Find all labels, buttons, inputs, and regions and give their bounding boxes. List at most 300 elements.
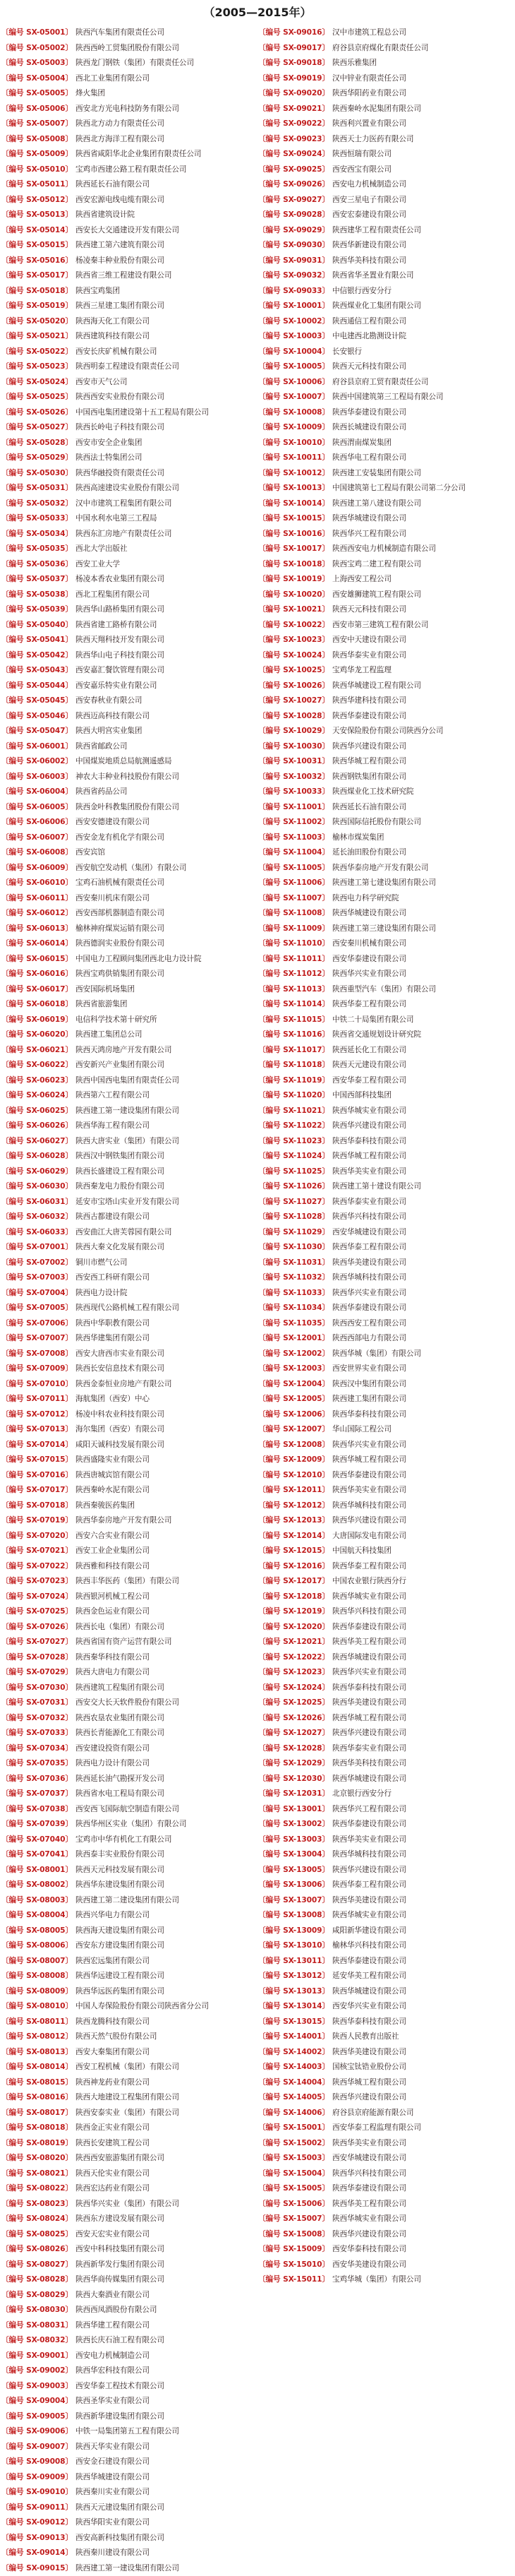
entry-code: 〔编号 SX-13010〕 (258, 1941, 329, 1950)
entry-code: 〔编号 SX-10007〕 (258, 393, 329, 401)
entry-code: 〔编号 SX-09028〕 (258, 210, 329, 219)
entry-company-name: 陕西长安建筑工程公司 (75, 2139, 150, 2147)
entry-company-name: 延安市宝塔山实业开发有限公司 (75, 1198, 179, 1206)
entry-code: 〔编号 SX-11013〕 (258, 985, 329, 994)
entry-code: 〔编号 SX-05012〕 (1, 196, 73, 204)
entry-company-name: 陕西华宏科技有限公司 (75, 2366, 150, 2375)
entry-company-name: 陕西华远建设工程有限公司 (75, 1972, 164, 1980)
entry-code: 〔编号 SX-10031〕 (258, 757, 329, 765)
entry-company-name: 西安高新科技集团有限公司 (75, 2534, 164, 2542)
list-item (1, 1073, 259, 1089)
entry-code: 〔编号 SX-08025〕 (1, 2230, 73, 2238)
entry-company-name: 陕西大秦酒业有限公司 (75, 2291, 150, 2299)
entry-company-name: 陕西华兴科技有限公司 (332, 1212, 406, 1221)
entry-code: 〔编号 SX-12030〕 (258, 1775, 329, 1783)
entry-company-name: 西安嘉汇餐饮管理有限公司 (75, 666, 164, 674)
list-item (1, 86, 259, 102)
entry-code: 〔编号 SX-07040〕 (1, 1835, 73, 1844)
entry-company-name: 陕西乐雅集团 (332, 59, 377, 67)
list-item (1, 754, 259, 770)
entry-company-name: 大唐国际发电有限公司 (332, 1532, 406, 1540)
entry-company-name: 陕西华兴建设有限公司 (332, 1516, 406, 1525)
entry-code: 〔编号 SX-08007〕 (1, 1957, 73, 1965)
entry-code: 〔编号 SX-10030〕 (258, 742, 329, 751)
entry-company-name: 陕西华城工程有限公司 (332, 1152, 406, 1160)
entry-company-name: 陕西西部电力有限公司 (332, 1334, 406, 1342)
list-item (1, 1286, 259, 1301)
entry-company-name: 陕西华美实业有限公司 (332, 1835, 406, 1844)
entry-company-name: 榆林市煤炭集团 (332, 833, 384, 842)
entry-company-name: 陕西华城建设有限公司 (75, 2473, 150, 2481)
entry-code: 〔编号 SX-11018〕 (258, 1061, 329, 1069)
list-item (258, 891, 515, 907)
entry-company-name: 杨凌秦丰种业股份有限公司 (75, 256, 164, 265)
entry-company-name: 烽火集团 (75, 89, 105, 97)
entry-company-name: 西安大秦集团有限公司 (75, 2048, 150, 2056)
entry-company-name: 陕西华兴工程有限公司 (332, 530, 406, 538)
entry-company-name: 陕西华远医药集团有限公司 (75, 1987, 164, 1996)
entry-company-name: 陕西电力设计院 (75, 1289, 127, 1297)
entry-code: 〔编号 SX-06003〕 (1, 773, 73, 781)
list-item (1, 1331, 259, 1347)
entry-company-name: 陕西华兴建设有限公司 (332, 1729, 406, 1737)
entry-code: 〔编号 SX-12026〕 (258, 1714, 329, 1722)
list-item (258, 25, 515, 41)
list-item (1, 2015, 259, 2030)
entry-code: 〔编号 SX-06001〕 (1, 742, 73, 751)
entry-company-name: 陕西长盛建设工程有限公司 (75, 1167, 164, 1176)
list-item (258, 1863, 515, 1878)
entry-code: 〔编号 SX-09029〕 (258, 226, 329, 234)
entry-company-name: 陕西华美工程有限公司 (332, 2200, 406, 2208)
list-item (1, 2546, 259, 2561)
entry-company-name: 中国西部科技集团 (332, 1091, 392, 1099)
list-item (1, 861, 259, 876)
entry-code: 〔编号 SX-08006〕 (1, 1941, 73, 1950)
entry-code: 〔编号 SX-09023〕 (258, 135, 329, 143)
entry-company-name: 陕西长岭电子科技有限公司 (75, 423, 164, 431)
entry-company-name: 西北大学出版社 (75, 544, 127, 553)
entry-company-name: 陕西建华工程有限责任公司 (332, 226, 421, 234)
list-item (1, 1301, 259, 1316)
entry-code: 〔编号 SX-13001〕 (258, 1805, 329, 1813)
list-item (1, 602, 259, 618)
entry-company-name: 陕西省药品公司 (75, 787, 127, 796)
list-item (258, 1453, 515, 1468)
list-item (1, 223, 259, 239)
list-item (1, 1635, 259, 1650)
entry-code: 〔编号 SX-11031〕 (258, 1258, 329, 1267)
list-item (1, 1756, 259, 1772)
entry-company-name: 陕西天翔科技开发有限公司 (75, 636, 164, 644)
list-item (1, 1422, 259, 1438)
entry-code: 〔编号 SX-14004〕 (258, 2078, 329, 2087)
entry-code: 〔编号 SX-06005〕 (1, 803, 73, 811)
entry-code: 〔编号 SX-05016〕 (1, 256, 73, 265)
entry-company-name: 西安华泰建设有限公司 (332, 955, 406, 963)
entry-company-name: 陕西华兴实业（集团）有限公司 (75, 2200, 179, 2208)
list-item (258, 633, 515, 648)
list-item (258, 922, 515, 937)
entry-code: 〔编号 SX-06017〕 (1, 985, 73, 994)
list-item (258, 2060, 515, 2075)
entry-company-name: 陕西建工第一建设集团有限公司 (75, 2564, 179, 2572)
entry-company-name: 西安交大长天软件股份有限公司 (75, 1698, 179, 1707)
entry-company-name: 陕西长安信息技术有限公司 (75, 1364, 164, 1373)
entry-company-name: 铜川市燃气公司 (75, 1258, 127, 1267)
entry-company-name: 陕西海天建设集团有限公司 (75, 1926, 164, 1935)
list-item (1, 1924, 259, 1939)
page-title: （2005—2015年） (0, 3, 515, 23)
list-item (258, 724, 515, 739)
list-item (1, 1878, 259, 1893)
entry-company-name: 陕西龙腾科技有限公司 (75, 2017, 150, 2026)
entry-code: 〔编号 SX-12014〕 (258, 1532, 329, 1540)
entry-code: 〔编号 SX-11026〕 (258, 1182, 329, 1191)
list-item (1, 2045, 259, 2061)
entry-company-name: 榆林华兴科技有限公司 (332, 1941, 406, 1950)
entry-code: 〔编号 SX-05002〕 (1, 44, 73, 52)
entry-code: 〔编号 SX-12022〕 (258, 1653, 329, 1662)
entry-code: 〔编号 SX-11033〕 (258, 1289, 329, 1297)
list-item (1, 527, 259, 542)
entry-company-name: 陕西利兴置业有限公司 (332, 119, 406, 128)
entry-company-name: 陕西华融投资有限责任公司 (75, 469, 164, 477)
entry-code: 〔编号 SX-13003〕 (258, 1835, 329, 1844)
list-item (258, 1316, 515, 1332)
entry-code: 〔编号 SX-11019〕 (258, 1076, 329, 1085)
entry-company-name: 陕西省邮政公司 (75, 742, 127, 751)
entry-company-name: 宝鸡石油机械有限责任公司 (75, 878, 164, 887)
list-item (258, 1984, 515, 2000)
entry-company-name: 陕西延长油气勘探开发公司 (75, 1775, 164, 1783)
entry-code: 〔编号 SX-06009〕 (1, 864, 73, 872)
list-item (1, 2440, 259, 2455)
list-item (258, 845, 515, 861)
list-item (1, 420, 259, 436)
list-item (258, 1256, 515, 1271)
entry-company-name: 陕西华城工程有限公司 (332, 2078, 406, 2087)
entry-company-name: 陕西华泰建设有限公司 (332, 1957, 406, 1965)
list-item (258, 1225, 515, 1241)
entry-code: 〔编号 SX-05029〕 (1, 453, 73, 462)
list-item (1, 284, 259, 299)
list-item (1, 1590, 259, 1605)
list-item (258, 770, 515, 785)
entry-company-name: 陕西华兴工程有限公司 (332, 1805, 406, 1813)
entry-code: 〔编号 SX-05017〕 (1, 271, 73, 280)
entry-company-name: 陕西华泰工程有限公司 (332, 1562, 406, 1570)
entry-company-name: 西安世界实业有限公司 (332, 1364, 406, 1373)
entry-company-name: 陕西华美实业有限公司 (332, 1486, 406, 1494)
list-item (1, 830, 259, 846)
entry-company-name: 陕西第六工程有限公司 (75, 1091, 150, 1099)
list-item (1, 1256, 259, 1271)
list-item (258, 1240, 515, 1256)
entry-code: 〔编号 SX-12002〕 (258, 1349, 329, 1358)
entry-company-name: 西安春秋业有限公司 (75, 696, 142, 705)
entry-code: 〔编号 SX-10021〕 (258, 605, 329, 614)
entry-code: 〔编号 SX-07002〕 (1, 1258, 73, 1267)
entry-code: 〔编号 SX-07035〕 (1, 1759, 73, 1767)
entry-company-name: 陕西国际信托股份有限公司 (332, 818, 421, 826)
list-item (1, 876, 259, 891)
entry-company-name: 陕西长青能源化工有限公司 (75, 1729, 164, 1737)
list-item (258, 132, 515, 148)
list-item (258, 451, 515, 466)
list-item (1, 1164, 259, 1180)
entry-company-name: 榆林神府煤炭运销有限公司 (75, 924, 164, 933)
entry-company-name: 陕西华兴建设有限公司 (332, 1866, 406, 1874)
entry-company-name: 西安西飞国际航空制造有限公司 (75, 1805, 179, 1813)
entry-code: 〔编号 SX-12017〕 (258, 1577, 329, 1585)
list-item (258, 193, 515, 208)
entry-company-name: 陕西省旅游集团 (75, 1000, 127, 1008)
list-item (1, 436, 259, 451)
entry-company-name: 陕西农垦农业集团有限公司 (75, 1714, 164, 1722)
list-item (258, 284, 515, 299)
entry-company-name: 陕西华城实业有限公司 (332, 1592, 406, 1601)
entry-code: 〔编号 SX-09004〕 (1, 2397, 73, 2405)
entry-code: 〔编号 SX-11024〕 (258, 1152, 329, 1160)
list-item (258, 1908, 515, 1924)
entry-code: 〔编号 SX-09018〕 (258, 59, 329, 67)
entry-code: 〔编号 SX-12003〕 (258, 1364, 329, 1373)
list-item (1, 2363, 259, 2379)
entry-company-name: 陕西煤业化工集团有限公司 (332, 302, 421, 310)
entry-code: 〔编号 SX-12029〕 (258, 1759, 329, 1767)
entry-code: 〔编号 SX-11009〕 (258, 924, 329, 933)
entry-code: 〔编号 SX-12021〕 (258, 1638, 329, 1646)
entry-company-name: 西安华泰工程技术有限公司 (75, 2382, 164, 2390)
entry-code: 〔编号 SX-12025〕 (258, 1698, 329, 1707)
entry-code: 〔编号 SX-11014〕 (258, 1000, 329, 1008)
entry-company-name: 陕西秦骏医药集团 (75, 1501, 135, 1510)
entry-company-name: 西安西工科研有限公司 (75, 1273, 150, 1282)
entry-company-name: 陕西西安实业股份有限公司 (75, 393, 164, 401)
entry-company-name: 陕西人民教育出版社 (332, 2032, 399, 2041)
list-item (1, 1665, 259, 1681)
entry-company-name: 陕西华电工程有限公司 (332, 453, 406, 462)
list-item (1, 982, 259, 998)
entry-code: 〔编号 SX-11035〕 (258, 1319, 329, 1328)
entry-code: 〔编号 SX-05018〕 (1, 287, 73, 295)
list-item (1, 2409, 259, 2425)
list-item (1, 906, 259, 922)
entry-company-name: 陕西华泰建设有限公司 (332, 408, 406, 417)
list-item (1, 1984, 259, 2000)
entry-code: 〔编号 SX-12010〕 (258, 1471, 329, 1479)
entry-code: 〔编号 SX-10008〕 (258, 408, 329, 417)
entry-code: 〔编号 SX-13014〕 (258, 2002, 329, 2010)
entry-code: 〔编号 SX-08001〕 (1, 1866, 73, 1874)
entry-code: 〔编号 SX-05020〕 (1, 317, 73, 326)
entry-code: 〔编号 SX-09024〕 (258, 150, 329, 158)
list-item (1, 1240, 259, 1256)
list-item (258, 1392, 515, 1407)
entry-code: 〔编号 SX-15007〕 (258, 2214, 329, 2223)
entry-company-name: 陕西天士力医药有限公司 (332, 135, 413, 143)
entry-code: 〔编号 SX-15002〕 (258, 2139, 329, 2147)
entry-code: 〔编号 SX-08008〕 (1, 1972, 73, 1980)
list-item (1, 1210, 259, 1225)
list-item (1, 618, 259, 633)
list-item (1, 1893, 259, 1909)
entry-code: 〔编号 SX-06023〕 (1, 1076, 73, 1085)
list-item (1, 1620, 259, 1635)
entry-company-name: 陕西华山电子科技有限公司 (75, 651, 164, 660)
list-item (258, 1999, 515, 2015)
list-item (258, 2045, 515, 2061)
entry-company-name: 陕西重型汽车（集团）有限公司 (332, 985, 436, 994)
entry-company-name: 陕西省水电工程局有限公司 (75, 1789, 164, 1798)
entry-company-name: 咸阳新华建设有限公司 (332, 1926, 406, 1935)
list-item (1, 2379, 259, 2395)
entry-code: 〔编号 SX-10024〕 (258, 651, 329, 660)
entry-company-name: 西安三星电子有限公司 (332, 196, 406, 204)
list-item (1, 2349, 259, 2364)
entry-company-name: 中铁二十局集团有限公司 (332, 1015, 413, 1024)
entry-code: 〔编号 SX-05032〕 (1, 499, 73, 508)
list-item (1, 1119, 259, 1134)
list-item (1, 25, 259, 41)
list-item (1, 2561, 259, 2576)
list-item (258, 1134, 515, 1150)
entry-company-name: 陕西电力科学研究院 (332, 894, 399, 902)
entry-code: 〔编号 SX-12009〕 (258, 1455, 329, 1464)
entry-company-name: 陕西盛隆实业有限公司 (75, 1455, 150, 1464)
list-item (1, 1832, 259, 1848)
list-item (1, 1529, 259, 1544)
entry-company-name: 国核宝钛锆业股份公司 (332, 2063, 406, 2071)
entry-company-name: 咸阳天诚科技发展有限公司 (75, 1441, 164, 1449)
entry-company-name: 陕西华城工程有限公司 (332, 1714, 406, 1722)
list-item (258, 557, 515, 573)
list-item (1, 2060, 259, 2075)
list-item (1, 557, 259, 573)
list-item (258, 588, 515, 603)
entry-company-name: 中国建筑第七工程局有限公司第二分公司 (332, 484, 466, 492)
entry-company-name: 西安六合实业有限公司 (75, 1532, 150, 1540)
entry-code: 〔编号 SX-07005〕 (1, 1304, 73, 1312)
entry-company-name: 西安华美建设有限公司 (332, 2260, 406, 2269)
entry-code: 〔编号 SX-11006〕 (258, 878, 329, 887)
list-item (1, 2470, 259, 2486)
list-item (1, 1468, 259, 1484)
list-item (1, 1179, 259, 1195)
entry-code: 〔编号 SX-05026〕 (1, 408, 73, 417)
entry-code: 〔编号 SX-06018〕 (1, 1000, 73, 1008)
entry-company-name: 陕西华美建设有限公司 (332, 1698, 406, 1707)
entry-code: 〔编号 SX-06025〕 (1, 1107, 73, 1115)
entry-company-name: 陕西华阳实业有限公司 (75, 2518, 150, 2527)
entry-code: 〔编号 SX-07006〕 (1, 1319, 73, 1328)
entry-company-name: 陕西大唐电力有限公司 (75, 1668, 150, 1676)
entry-company-name: 陕西天元建设有限公司 (332, 1061, 406, 1069)
list-item (258, 1604, 515, 1620)
entry-code: 〔编号 SX-08021〕 (1, 2169, 73, 2178)
list-item (1, 1802, 259, 1818)
entry-code: 〔编号 SX-11001〕 (258, 803, 329, 811)
entry-code: 〔编号 SX-07017〕 (1, 1486, 73, 1494)
entry-company-name: 陕西天然气股份有限公司 (75, 2032, 157, 2041)
entry-code: 〔编号 SX-13005〕 (258, 1866, 329, 1874)
list-item (258, 936, 515, 952)
left-column (1, 25, 259, 2576)
entry-company-name: 西安市第三建筑工程有限公司 (332, 621, 428, 629)
entry-code: 〔编号 SX-05001〕 (1, 28, 73, 37)
entry-company-name: 陕西恒瑞有限公司 (332, 150, 392, 158)
entry-code: 〔编号 SX-13011〕 (258, 1957, 329, 1965)
entry-company-name: 宝鸡华城（集团）有限公司 (332, 2275, 421, 2284)
list-item (1, 2333, 259, 2349)
entry-code: 〔编号 SX-10029〕 (258, 727, 329, 735)
entry-company-name: 北京银行西安分行 (332, 1789, 392, 1798)
list-item (1, 952, 259, 967)
entry-company-name: 陕西建工第七建设集团有限公司 (332, 878, 436, 887)
list-item (1, 770, 259, 785)
entry-code: 〔编号 SX-11022〕 (258, 1121, 329, 1130)
entry-code: 〔编号 SX-08026〕 (1, 2245, 73, 2253)
entry-company-name: 陕西华兴科技有限公司 (332, 1607, 406, 1616)
list-item (258, 329, 515, 345)
list-item (1, 405, 259, 421)
list-item (258, 71, 515, 87)
list-item (258, 1878, 515, 1893)
entry-company-name: 陕西华建工程有限公司 (75, 2321, 150, 2330)
list-item (258, 1695, 515, 1711)
entry-code: 〔编号 SX-06033〕 (1, 1228, 73, 1236)
entry-code: 〔编号 SX-10004〕 (258, 347, 329, 356)
entry-company-name: 陕西华泰科技有限公司 (332, 2017, 406, 2026)
entry-code: 〔编号 SX-05047〕 (1, 727, 73, 735)
entry-company-name: 西北工程集团有限公司 (75, 590, 150, 599)
list-item (1, 466, 259, 482)
entry-code: 〔编号 SX-09033〕 (258, 287, 329, 295)
list-item (258, 2227, 515, 2243)
entry-code: 〔编号 SX-09001〕 (1, 2351, 73, 2360)
list-item (258, 2212, 515, 2227)
list-item (258, 1544, 515, 1559)
entry-company-name: 陕西建工第八建设有限公司 (332, 499, 421, 508)
entry-code: 〔编号 SX-05019〕 (1, 302, 73, 310)
entry-code: 〔编号 SX-12019〕 (258, 1607, 329, 1616)
list-item (1, 693, 259, 709)
list-item (258, 1529, 515, 1544)
entry-company-name: 西安大唐西市实业有限公司 (75, 1349, 164, 1358)
list-item (258, 405, 515, 421)
list-item (1, 1650, 259, 1666)
entry-code: 〔编号 SX-05041〕 (1, 636, 73, 644)
entry-company-name: 陕西华泰房地产开发有限公司 (75, 1516, 171, 1525)
list-item (1, 1908, 259, 1924)
entry-code: 〔编号 SX-06013〕 (1, 924, 73, 933)
list-item (1, 967, 259, 982)
entry-company-name: 西安天宏实业有限公司 (75, 2230, 150, 2238)
entry-code: 〔编号 SX-08028〕 (1, 2275, 73, 2284)
entry-company-name: 陕西省交通规划设计研究院 (332, 1030, 421, 1039)
entry-company-name: 西安华兴实业有限公司 (332, 2002, 406, 2010)
entry-company-name: 汉中锌业有限责任公司 (332, 74, 406, 83)
entry-code: 〔编号 SX-12012〕 (258, 1501, 329, 1510)
entry-company-name: 西安工业企业集团公司 (75, 1546, 150, 1555)
list-item (1, 2197, 259, 2212)
list-item (258, 436, 515, 451)
entry-code: 〔编号 SX-11002〕 (258, 818, 329, 826)
list-item (1, 1027, 259, 1043)
list-item (1, 936, 259, 952)
list-item (1, 922, 259, 937)
